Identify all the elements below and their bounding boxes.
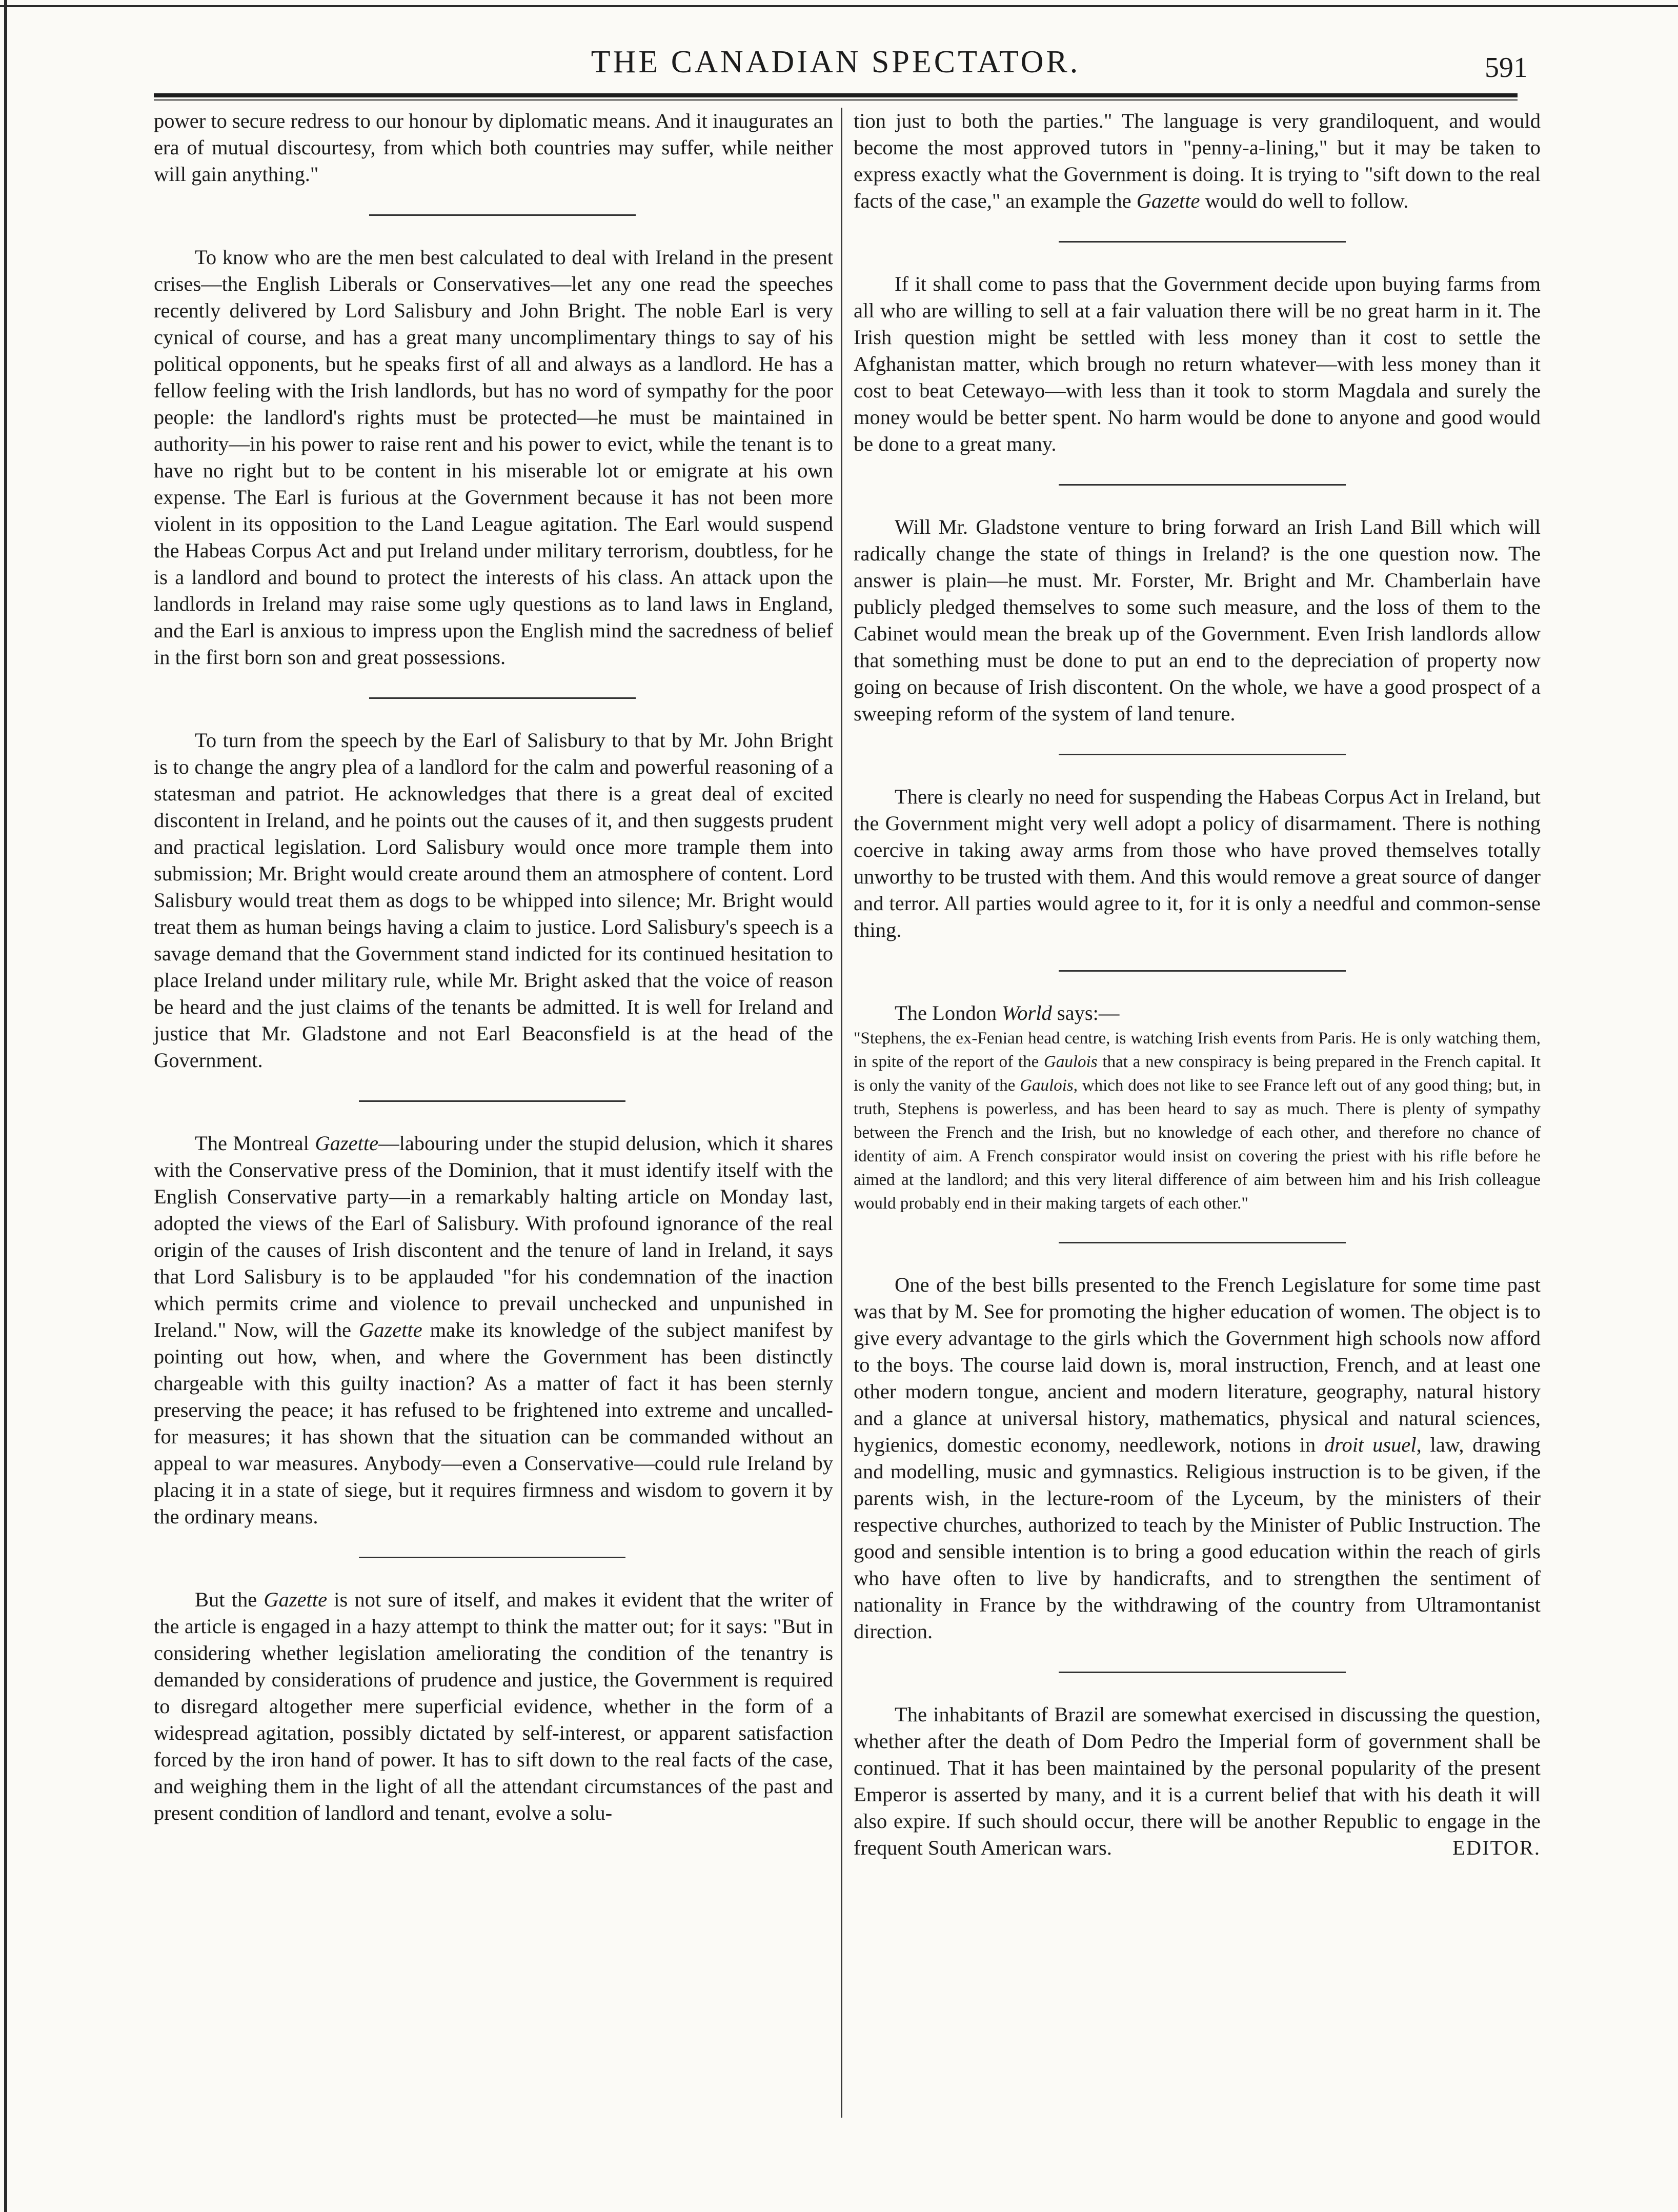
editor-signature: EDITOR. [1452, 1836, 1541, 1859]
section-separator [154, 671, 833, 727]
text-run: tion just to both the parties." The language is very grandiloquent, and would become the most approved tutors in "penny-a-lining," but it may be taken to express exactly what the Government is doing. It is trying to "sift down to the real facts of the case," an example the [854, 109, 1541, 212]
section-separator [854, 727, 1541, 783]
italic-title: Gaulois [1020, 1076, 1074, 1095]
text-run: that a new conspiracy is being prepared in the French capital. It is only the vanity of the [854, 1053, 1541, 1095]
text-run: The Montreal [195, 1132, 315, 1155]
section-separator [854, 1645, 1541, 1701]
header-rule-thick [154, 93, 1518, 97]
left-column [154, 108, 833, 1826]
italic-phrase: droit usuel [1324, 1433, 1417, 1456]
italic-title: Gazette [264, 1588, 328, 1611]
section-separator [854, 214, 1541, 271]
paragraph: Will Mr. Gladstone venture to bring forward an Irish Land Bill which will radically change the state of things in Ireland? is the one question now. The answer is plain—he must. Mr. Forster, Mr. Bright and Mr. Chamberlain have publicly pledged themselves to some such measure, and the loss of them to the Cabinet would mean the break up of the Government. Even Irish landlords allow that something must be done to put an end to the depreciation of property now going on because of Irish discontent. On the whole, we have a good prospect of a sweeping reform of the system of land tenure. [854, 515, 1541, 725]
paragraph: If it shall come to pass that the Government decide upon buying farms from all who are willing to sell at a fair valuation there will be no great harm in it. The Irish question might be settled with less money than it cost to settle the Afghanistan matter, which brough no return whatever—with less money than it cost to beat Cetewayo—with less than it took to storm Magdala and surely the money would be better spent. No harm would be done to anyone and good would be done to a great many. [854, 272, 1541, 455]
page-number: 591 [1485, 52, 1528, 84]
right-column [854, 108, 1541, 1861]
paragraph: To turn from the speech by the Earl of Salisbury to that by Mr. John Bright is to change the angry plea of a landlord for the calm and powerful reasoning of a statesman and patriot. He acknowledges that there is a great deal of excited discontent in Ireland, and he points out the causes of it, and then suggests prudent and practical legislation. Lord Salisbury would once more trample them into submission; Mr. Bright would create around them an atmosphere of content. Lord Salisbury would treat them as dogs to be whipped into silence; Mr. Bright would treat them as human beings having a claim to justice. Lord Salisbury's speech is a savage demand that the Government stand indicted for its continued hesitation to place Ireland under military rule, while Mr. Bright asked that the voice of reason be heard and the just claims of the tenants be admitted. It is well for Ireland and justice that Mr. Gladstone and not Earl Beaconsfield is at the head of the Government. [154, 729, 833, 1072]
text-run: , which does not like to see France left out of any good thing; but, in truth, Stephens is powerless, and has been heard to say as much. There is plenty of sympathy between the French and the Irish, but no knowledge of each other, and therefore no chance of identity of aim. A French conspirator would insist on covering the priest with his rifle before he aimed at the landlord; and this very literal difference of aim between him and his Irish colleague would probably end in their making targets of each other." [854, 1076, 1541, 1213]
section-separator [854, 943, 1541, 1000]
scan-edge-top [0, 5, 1678, 7]
text-run: is not sure of itself, and makes it evident that the writer of the article is engaged in a hazy attempt to think the matter out; for it says: "But in considering whether legislation ameliorating the condition of the tenantry is demanded by considerations of prudence and justice, the Government is required to disregard altogether mere superficial evidence, whether in the form of a widespread agitation, possibly dictated by self-interest, or apparent satisfaction forced by the iron hand of power. It has to sift down to the real facts of the case, and weighing them in the light of all the attendant circumstances of the past and present condition of landlord and tenant, evolve a solu- [154, 1588, 833, 1824]
section-separator [154, 1074, 833, 1130]
text-run: says:— [1052, 1001, 1120, 1024]
paragraph: To know who are the men best calculated to deal with Ireland in the present crises—the English Liberals or Conservatives—let any one read the speeches recently delivered by Lord Salisbury and John Bright. The noble Earl is very cynical of course, and has a great many uncomplimentary things to say of his political opponents, but he speaks first of all and always as a landlord. He has a fellow feeling with the Irish landlords, but has no word of sympathy for the poor people: the landlord's rights must be protected—he must be maintained in authority—in his power to raise rent and his power to evict, while the tenant is to have no right but to be content in his miserable lot or emigrate at his own expense. The Earl is furious at the Government because it has not been more violent in its opposition to the Land League agitation. The Earl would suspend the Habeas Corpus Act and put Ireland under military terrorism, doubtless, for he is a landlord and bound to protect the interests of his class. An attack upon the landlords in Ireland may raise some ugly questions as to land laws in England, and the Earl is anxious to impress upon the English mind the sacredness of belief in the first born son and great possessions. [154, 246, 833, 669]
italic-title: World [1002, 1001, 1052, 1024]
paragraph [854, 1701, 1541, 1861]
text-run: —labouring under the stupid delusion, which it shares with the Conservative press of the Dominion, that it must identify itself with the English Conservative party—in a remarkably halting article on Monday last, adopted the views of the Earl of Salisbury. With profound ignorance of the real origin of the causes of Irish discontent and the tenure of land in Ireland, it says that Lord Salisbury is to be applauded "for his condemnation of the inaction which permits crime and violence to prevail unchecked and unpunished in Ireland." Now, will the [154, 1132, 834, 1341]
text-run: "Stephens, the ex-Fenian head centre, is watching Irish events from Paris. He is only watching them, in spite of the report of the [854, 1029, 1541, 1071]
section-separator [854, 1215, 1541, 1272]
publication-title: THE CANADIAN SPECTATOR. [591, 45, 1081, 79]
text-run: make its knowledge of the subject manifest by pointing out how, when, and where the Government has been distinctly chargeable with this guilty inaction? As a matter of fact it has been sternly preserving the peace; it has refused to be frightened into extreme and uncalled-for measures; it has shown that the situation can be commanded without an appeal to war measures. Anybody—even a Conservative—could rule Ireland by placing it in a state of siege, but it requires firmness and wisdom to govern it by the ordinary means. [154, 1318, 834, 1528]
text-run: But the [195, 1588, 264, 1611]
page-header [154, 41, 1528, 87]
paragraph: power to secure redress to our honour by diplomatic means. And it inaugurates an era of mutual discourtesy, from which both countries may suffer, while neither will gain anything." [154, 109, 833, 186]
paragraph [854, 1272, 1541, 1645]
section-separator [154, 188, 833, 244]
italic-title: Gazette [358, 1318, 422, 1341]
section-separator [154, 1530, 833, 1586]
scan-edge-left [4, 0, 7, 2212]
paragraph [154, 1130, 833, 1530]
section-separator [854, 457, 1541, 514]
block-quote [854, 1027, 1541, 1215]
paragraph [154, 1586, 833, 1826]
quote-intro [854, 1000, 1541, 1027]
text-run: , law, drawing and modelling, music and gymnastics. Religious instruction is to be given, if the parents wish, in the lecture-room of the Lyceum, by the ministers of their respective churches, authorized to teach by the Minister of Public Instruction. The good and sensible intention is to bring a good education within the reach of girls who have often to live by handicrafts, and to strengthen the sentiment of nationality in France by the withdrawing of the country from Ultramontanist direction. [854, 1433, 1541, 1643]
text-run: One of the best bills presented to the French Legislature for some time past was that by M. See for promoting the higher education of women. The object is to give every advantage to the girls which the Government high schools now afford to the boys. The course laid down is, moral instruction, French, and at least one other modern tongue, ancient and modern literature, geography, natural history and a glance at universal history, mathematics, physical and natural sciences, hygienics, domestic economy, needlework, notions in [854, 1273, 1541, 1456]
italic-title: Gazette [1136, 189, 1200, 212]
paragraph [854, 108, 1541, 214]
italic-title: Gazette [315, 1132, 379, 1155]
text-run: The inhabitants of Brazil are somewhat exercised in discussing the question, whether after the death of Dom Pedro the Imperial form of government shall be continued. That it has been maintained by the personal popularity of the present Emperor is asserted by many, and it is a current belief that with his death it will also expire. If such should occur, there will be another Republic to engage in the frequent South American wars. [854, 1703, 1541, 1859]
header-rule-thin [154, 99, 1518, 100]
column-divider [841, 108, 842, 2118]
text-run: The London [895, 1001, 1002, 1024]
italic-title: Gaulois [1044, 1053, 1098, 1071]
paragraph: There is clearly no need for suspending the Habeas Corpus Act in Ireland, but the Government might very well adopt a policy of disarmament. There is nothing coercive in taking away arms from those who have proved themselves totally unworthy to be trusted with them. And this would remove a great source of danger and terror. All parties would agree to it, for it is only a needful and common-sense thing. [854, 785, 1541, 941]
text-run: would do well to follow. [1200, 189, 1409, 212]
